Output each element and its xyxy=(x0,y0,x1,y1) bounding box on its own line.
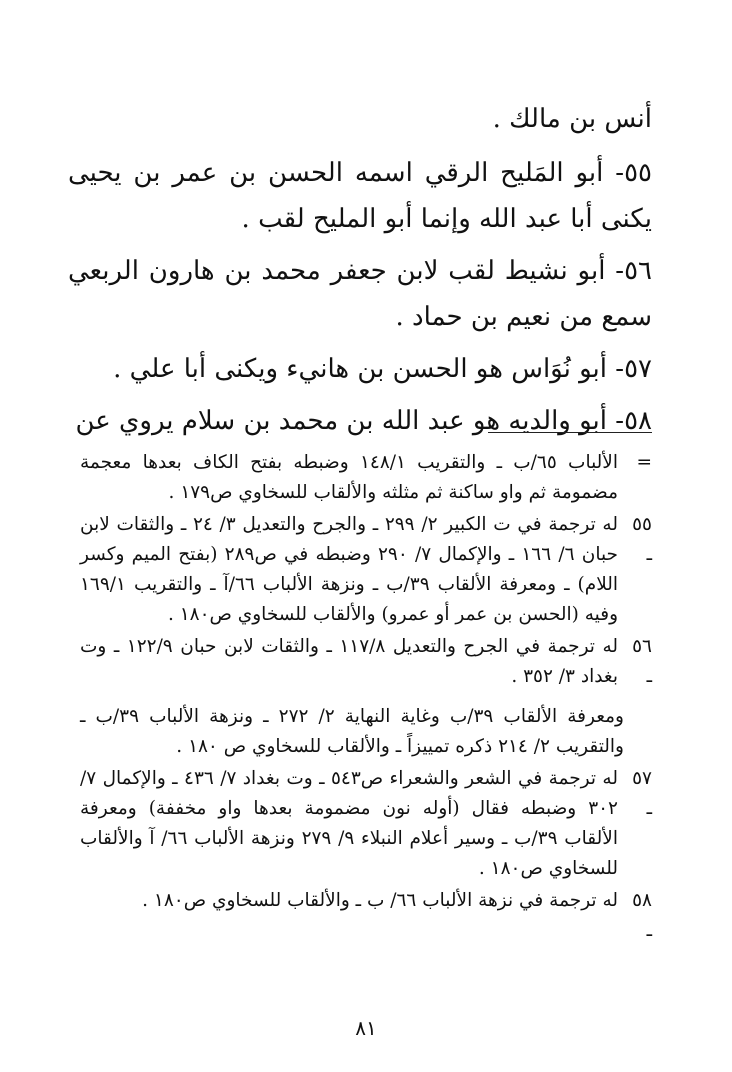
page-number: ٨١ xyxy=(355,1016,377,1040)
footnote-text: الألباب ٦٥/ب ـ والتقريب ١٤٨/١ وضبطه بفتح الكاف بعدها معجمة مضمومة ثم واو ساكنة ثم مثلثه والألقاب للسخاوي ص١٧٩ . xyxy=(80,452,619,503)
footnotes xyxy=(80,448,652,941)
main-entry-55: ٥٥- أبو المَليح الرقي اسمه الحسن بن عمر بن يحيى يكنى أبا عبد الله وإنما أبو المليح لقب . xyxy=(68,158,652,234)
footnote-56-continued xyxy=(80,702,652,762)
main-entry-57: ٥٧- أبو نُوَاس هو الحسن بن هانيء ويكنى أبا علي . xyxy=(113,354,652,384)
footnote-56 xyxy=(80,632,652,692)
footnote-mark: ٥٥ ـ xyxy=(632,514,652,565)
footnote-text: له ترجمة في ت الكبير ٢/ ٢٩٩ ـ والجرح والتعديل ٣/ ٢٤ ـ والثقات لابن حبان ٦/ ١٦٦ ـ والإكمال ٧/ ٢٩٠ وضبطه في ص٢٨٩ (بفتح الميم وكسر اللام) ـ ومعرفة الألقاب ٣٩/ب ـ ونزهة الألباب ٦٦/آ ـ والتقريب ١٦٩/١ وفيه (الحسن بن عمر أو عمرو) والألقاب للسخاوي ص١٨٠ . xyxy=(80,514,619,625)
footnote-55 xyxy=(80,510,652,630)
main-entry-continuation: أنس بن مالك . xyxy=(492,104,652,134)
footnote-57 xyxy=(80,764,652,884)
footnote-mark: ٥٦ ـ xyxy=(632,636,652,687)
footnote-text: له ترجمة في نزهة الألباب ٦٦/ ب ـ والألقاب للسخاوي ص١٨٠ . xyxy=(142,890,618,911)
footnote-continued xyxy=(80,448,652,508)
footnote-text: ومعرفة الألقاب ٣٩/ب وغاية النهاية ٢/ ٢٧٢ ـ ونزهة الألباب ٣٩/ب ـ والتقريب ٢/ ٢١٤ ذكره تمييزاً ـ والألقاب للسخاوي ص ١٨٠ . xyxy=(80,706,624,757)
footnote-mark: ٥٨ ـ xyxy=(632,890,652,941)
footnote-separator xyxy=(488,432,652,433)
main-text xyxy=(68,96,652,450)
footnote-text: له ترجمة في الشعر والشعراء ص٥٤٣ ـ وت بغداد ٧/ ٤٣٦ ـ والإكمال ٧/ ٣٠٢ وضبطه فقال (أوله نون مضمومة بعدها واو مخففة) ومعرفة الألقاب ٣٩/ب ـ وسير أعلام النبلاء ٩/ ٢٧٩ ونزهة الألباب ٦٦/ آ والألقاب للسخاوي ص١٨٠ . xyxy=(80,768,618,879)
footnote-text: له ترجمة في الجرح والتعديل ١١٧/٨ ـ والثقات لابن حبان ١٢٢/٩ ـ وت بغداد ٣/ ٣٥٢ . xyxy=(80,636,619,687)
main-entry-58: ٥٨- أبو والديه هو عبد الله بن محمد بن سلام يروي عن xyxy=(75,406,652,436)
footnote-mark: = xyxy=(636,452,652,473)
main-entry-56: ٥٦- أبو نشيط لقب لابن جعفر محمد بن هارون الربعي سمع من نعيم بن حماد . xyxy=(68,256,652,332)
footnote-58 xyxy=(80,886,652,941)
footnote-mark: ٥٧ ـ xyxy=(632,768,652,819)
